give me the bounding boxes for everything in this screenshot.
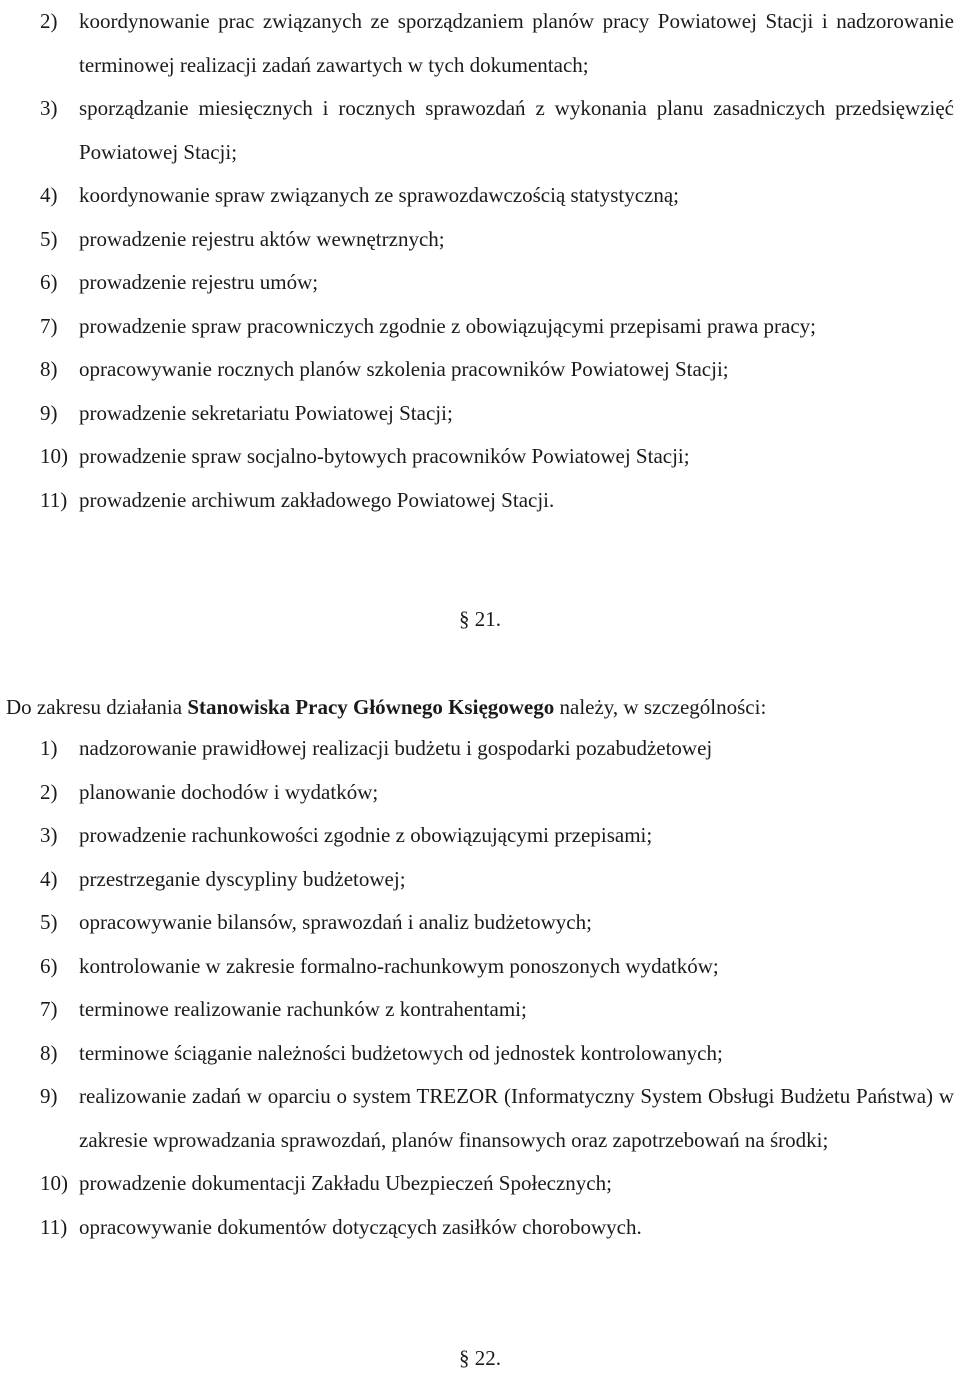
item-text: planowanie dochodów i wydatków;	[79, 779, 379, 804]
list-item	[0, 87, 960, 174]
item-text: prowadzenie archiwum zakładowego Powiatowej Stacji.	[79, 487, 555, 512]
item-number: 5)	[40, 910, 58, 934]
list-item	[0, 435, 960, 479]
item-number: 8)	[40, 1040, 58, 1065]
item-number: 4)	[40, 183, 58, 207]
item-text: prowadzenie sekretariatu Powiatowej Stacji;	[79, 400, 453, 425]
list-item	[0, 479, 960, 523]
list-item	[0, 814, 960, 858]
item-text: opracowywanie dokumentów dotyczących zasiłków chorobowych.	[79, 1214, 642, 1239]
item-text: opracowywanie bilansów, sprawozdań i analiz budżetowych;	[79, 910, 592, 934]
duties-list-accountant	[0, 727, 960, 1249]
item-text: przestrzeganie dyscypliny budżetowej;	[79, 866, 406, 891]
item-text: prowadzenie spraw pracowniczych zgodnie z obowiązującymi przepisami prawa pracy;	[79, 313, 817, 338]
item-number: 6)	[40, 270, 58, 294]
item-number: 7)	[40, 997, 58, 1021]
item-text: koordynowanie prac związanych ze sporządzaniem planów pracy Powiatowej Stacji i nadzorowanie terminowej realizacji zadań zawartych w tych dokumentach;	[79, 9, 954, 77]
item-number: 11)	[40, 487, 68, 512]
list-item	[0, 1032, 960, 1076]
section-heading-21: § 21.	[459, 607, 501, 631]
section-intro	[6, 687, 766, 727]
list-item	[0, 348, 960, 392]
list-item	[0, 1075, 960, 1162]
item-text: koordynowanie spraw związanych ze sprawozdawczością statystyczną;	[79, 183, 679, 207]
item-text: prowadzenie spraw socjalno-bytowych pracowników Powiatowej Stacji;	[79, 444, 690, 468]
section-heading-22: § 22.	[459, 1346, 501, 1370]
item-number: 9)	[40, 400, 58, 425]
list-item	[0, 727, 960, 771]
list-item	[0, 392, 960, 436]
item-text: opracowywanie rocznych planów szkolenia pracowników Powiatowej Stacji;	[79, 357, 729, 381]
list-item	[0, 305, 960, 349]
item-text: realizowanie zadań w oparciu o system TREZOR (Informatyczny System Obsługi Budżetu Państwa) w zakresie wprowadzania sprawozdań, planów finansowych oraz zapotrzebowań na środki;	[79, 1084, 954, 1152]
list-item	[0, 1162, 960, 1206]
item-number: 5)	[40, 226, 58, 251]
list-item	[0, 901, 960, 945]
list-item	[0, 218, 960, 262]
item-number: 3)	[40, 96, 58, 120]
duties-list-admin	[0, 0, 960, 522]
item-number: 7)	[40, 313, 58, 338]
intro-text: Do zakresu działania	[6, 695, 188, 719]
item-text: sporządzanie miesięcznych i rocznych sprawozdań z wykonania planu zasadniczych przedsięwzięć Powiatowej Stacji;	[79, 96, 954, 164]
item-text: terminowe ściąganie należności budżetowych od jednostek kontrolowanych;	[79, 1040, 723, 1065]
item-text: terminowe realizowanie rachunków z kontrahentami;	[79, 997, 527, 1021]
list-item	[0, 945, 960, 989]
item-text: prowadzenie dokumentacji Zakładu Ubezpieczeń Społecznych;	[79, 1171, 612, 1195]
item-number: 6)	[40, 953, 58, 978]
item-number: 3)	[40, 823, 58, 847]
intro-text-end: należy, w szczególności:	[554, 695, 767, 719]
item-number: 10)	[40, 1171, 68, 1195]
list-item	[0, 988, 960, 1032]
item-number: 9)	[40, 1084, 58, 1108]
item-text: prowadzenie rachunkowości zgodnie z obowiązującymi przepisami;	[79, 823, 653, 847]
item-number: 10)	[40, 444, 68, 468]
item-number: 2)	[40, 9, 58, 33]
item-text: prowadzenie rejestru umów;	[79, 270, 319, 294]
list-item	[0, 174, 960, 218]
intro-position-name: Stanowiska Pracy Głównego Księgowego	[187, 695, 555, 719]
item-number: 1)	[40, 736, 58, 760]
list-item	[0, 261, 960, 305]
item-number: 2)	[40, 779, 58, 804]
item-number: 4)	[40, 866, 58, 891]
list-item	[0, 0, 960, 87]
item-number: 8)	[40, 357, 58, 381]
list-item	[0, 858, 960, 902]
item-number: 11)	[40, 1214, 68, 1239]
list-item	[0, 1206, 960, 1250]
item-text: kontrolowanie w zakresie formalno-rachunkowym ponoszonych wydatków;	[79, 953, 719, 978]
list-item	[0, 771, 960, 815]
item-text: prowadzenie rejestru aktów wewnętrznych;	[79, 226, 445, 251]
item-text: nadzorowanie prawidłowej realizacji budżetu i gospodarki pozabudżetowej	[79, 736, 713, 760]
